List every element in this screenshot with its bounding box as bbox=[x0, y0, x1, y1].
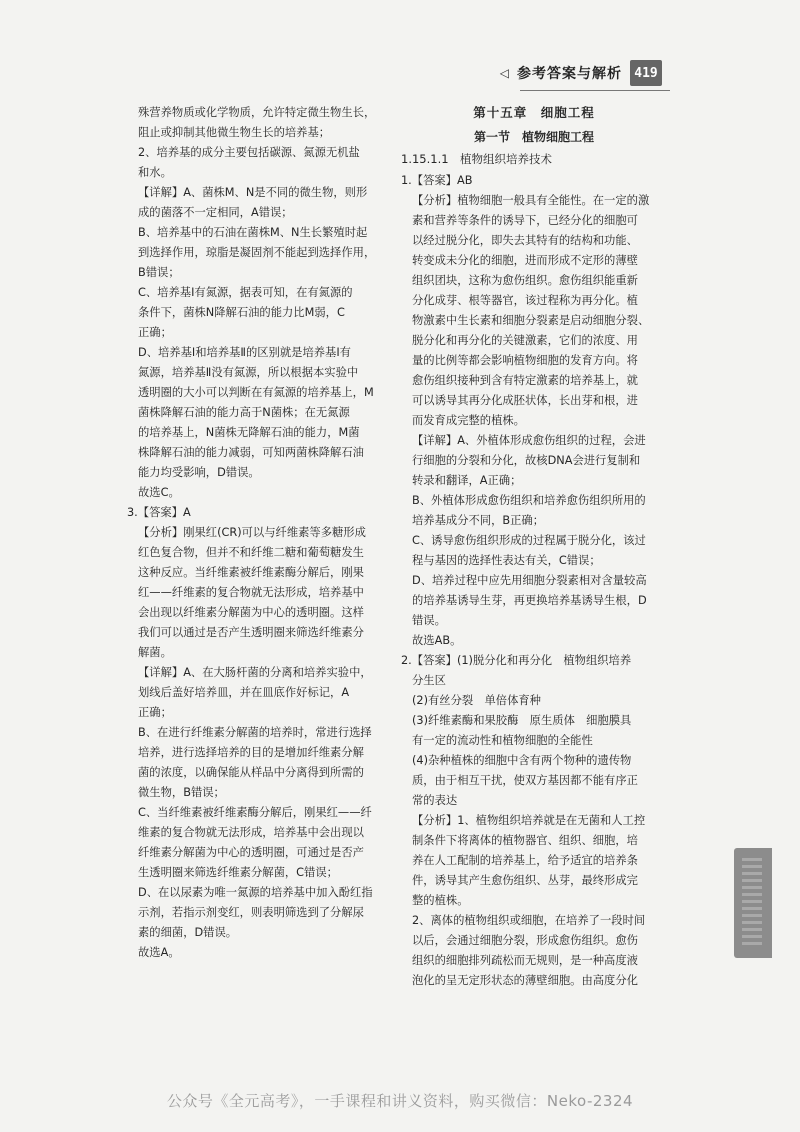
text-line: 质，由于相互干扰，使双方基因都不能有序正 bbox=[412, 774, 638, 787]
text-line: 3.【答案】A bbox=[127, 506, 191, 519]
footer-watermark: 公众号《全元高考》，一手课程和讲义资料，购买微信：Neko-2324 bbox=[166, 1092, 634, 1110]
text-line: 微生物，B错误； bbox=[138, 786, 225, 799]
text-line: C、当纤维素被纤维素酶分解后，刚果红——纤 bbox=[138, 806, 372, 819]
text-line: 株降解石油的能力减弱，可知两菌株降解石油 bbox=[138, 446, 364, 459]
text-line: 以经过脱分化，即失去其特有的结构和功能、 bbox=[412, 234, 638, 247]
subsection-title: 1.15.1.1 植物组织培养技术 bbox=[401, 152, 553, 166]
text-line: 转录和翻译，A正确； bbox=[412, 474, 522, 487]
text-line: 正确； bbox=[138, 706, 172, 719]
text-line: 故选A。 bbox=[138, 946, 180, 959]
text-line: 【分析】1、植物组织培养就是在无菌和人工控 bbox=[412, 814, 646, 827]
right-column bbox=[401, 103, 667, 991]
text-line: B错误； bbox=[138, 266, 180, 279]
text-line: 红——纤维素的复合物就无法形成，培养基中 bbox=[138, 586, 364, 599]
text-line: 故选AB。 bbox=[412, 634, 462, 647]
side-thumb-tab bbox=[734, 848, 772, 958]
text-line: 程与基因的选择性表达有关，C错误； bbox=[412, 554, 601, 567]
text-line: 可以诱导其再分化成胚状体，长出芽和根，进 bbox=[412, 394, 638, 407]
text-line: 2、离体的植物组织或细胞，在培养了一段时间 bbox=[412, 914, 646, 927]
text-line: C、诱导愈伤组织形成的过程属于脱分化，该过 bbox=[412, 534, 646, 547]
text-line: 到选择作用，琼脂是凝固剂不能起到选择作用， bbox=[138, 246, 376, 259]
text-line: 示剂，若指示剂变红，则表明筛选到了分解尿 bbox=[138, 906, 364, 919]
text-line: 行细胞的分裂和分化，故核DNA会进行复制和 bbox=[412, 454, 641, 467]
text-line: 转变成未分化的细胞，进而形成不定形的薄壁 bbox=[412, 254, 638, 267]
text-line: D、在以尿素为唯一氮源的培养基中加入酚红指 bbox=[138, 886, 373, 899]
page-number: 419 bbox=[630, 60, 662, 86]
text-line: 故选C。 bbox=[138, 486, 180, 499]
text-line: 常的表达 bbox=[412, 794, 458, 807]
text-line: 【分析】植物细胞一般具有全能性。在一定的激 bbox=[412, 194, 650, 207]
text-line: 解菌。 bbox=[138, 646, 172, 659]
text-line: 组织的细胞排列疏松而无规则，是一种高度液 bbox=[412, 954, 638, 967]
left-column bbox=[127, 103, 385, 963]
text-line: 素和营养等条件的诱导下，已经分化的细胞可 bbox=[412, 214, 638, 227]
text-line: 培养基成分不同，B正确； bbox=[412, 514, 545, 527]
text-line: 正确； bbox=[138, 326, 172, 339]
text-line: 组织团块，这称为愈伤组织。愈伤组织能重新 bbox=[412, 274, 638, 287]
text-line: 菌株降解石油的能力高于N菌株；在无氮源 bbox=[138, 406, 350, 419]
text-line: 【详解】A、菌株M、N是不同的微生物，则形 bbox=[138, 186, 368, 199]
text-line: 透明圈的大小可以判断在有氮源的培养基上，M bbox=[138, 386, 374, 399]
text-line: 分生区 bbox=[412, 674, 446, 687]
text-line: D、培养过程中应先用细胞分裂素相对含量较高 bbox=[412, 574, 647, 587]
text-line: 阻止或抑制其他微生物生长的培养基； bbox=[138, 126, 331, 139]
text-line: 会出现以纤维素分解菌为中心的透明圈。这样 bbox=[138, 606, 364, 619]
text-line: 分化成芽、根等器官，该过程称为再分化。植 bbox=[412, 294, 638, 307]
page-header bbox=[500, 60, 662, 86]
text-line: (4)杂种植株的细胞中含有两个物种的遗传物 bbox=[412, 754, 632, 767]
text-line: 养在人工配制的培养基上，给予适宜的培养条 bbox=[412, 854, 638, 867]
text-line: 条件下，菌株N降解石油的能力比M弱，C bbox=[138, 306, 345, 319]
text-line: 和水。 bbox=[138, 166, 172, 179]
text-line: 氮源，培养基Ⅱ没有氮源，所以根据本实验中 bbox=[138, 366, 359, 379]
text-line: 愈伤组织接种到含有特定激素的培养基上，就 bbox=[412, 374, 638, 387]
text-line: 这种反应。当纤维素被纤维素酶分解后，刚果 bbox=[138, 566, 364, 579]
text-line: 制条件下将离体的植物器官、组织、细胞，培 bbox=[412, 834, 638, 847]
text-line: 而发育成完整的植株。 bbox=[412, 414, 525, 427]
text-line: 纤维素分解菌为中心的透明圈，可通过是否产 bbox=[138, 846, 364, 859]
text-line: 脱分化和再分化的关键激素，它们的浓度、用 bbox=[412, 334, 638, 347]
text-line: 的培养基诱导生芽，再更换培养基诱导生根，D bbox=[412, 594, 647, 607]
text-line: 2、培养基的成分主要包括碳源、氮源无机盐 bbox=[138, 146, 360, 159]
text-line: 我们可以通过是否产生透明圈来筛选纤维素分 bbox=[138, 626, 364, 639]
text-line: 整的植株。 bbox=[412, 894, 469, 907]
text-line: 有一定的流动性和植物细胞的全能性 bbox=[412, 734, 593, 747]
text-line: C、培养基Ⅰ有氮源，据表可知，在有氮源的 bbox=[138, 286, 353, 299]
text-line: 素的细菌，D错误。 bbox=[138, 926, 238, 939]
text-line: (2)有丝分裂 单倍体育种 bbox=[412, 694, 541, 707]
left-triangle-icon: ◁ bbox=[499, 66, 509, 80]
text-line: B、在进行纤维素分解菌的培养时，常进行选择 bbox=[138, 726, 372, 739]
text-line: 红色复合物，但并不和纤维二糖和葡萄糖发生 bbox=[138, 546, 364, 559]
text-line: 维素的复合物就无法形成，培养基中会出现以 bbox=[138, 826, 364, 839]
text-line: 量的比例等都会影响植物细胞的发育方向。将 bbox=[412, 354, 638, 367]
text-line: 错误。 bbox=[412, 614, 446, 627]
text-line: B、外植体形成愈伤组织和培养愈伤组织所用的 bbox=[412, 494, 646, 507]
text-line: 物激素中生长素和细胞分裂素是启动细胞分裂、 bbox=[412, 314, 650, 327]
text-line: 殊营养物质或化学物质，允许特定微生物生长， bbox=[138, 106, 376, 119]
text-line: 2.【答案】(1)脱分化和再分化 植物组织培养 bbox=[401, 654, 632, 667]
text-line: B、培养基中的石油在菌株M、N生长繁殖时起 bbox=[138, 226, 368, 239]
text-line: (3)纤维素酶和果胶酶 原生质体 细胞膜具 bbox=[412, 714, 632, 727]
text-line: 以后，会通过细胞分裂，形成愈伤组织。愈伤 bbox=[412, 934, 638, 947]
text-line: D、培养基Ⅰ和培养基Ⅱ的区别就是培养基Ⅰ有 bbox=[138, 346, 351, 359]
chapter-title: 第十五章 细胞工程 bbox=[473, 105, 595, 120]
header-title: 参考答案与解析 bbox=[517, 66, 622, 82]
header-divider bbox=[520, 90, 670, 91]
text-line: 菌的浓度，以确保能从样品中分离得到所需的 bbox=[138, 766, 364, 779]
text-line: 1.【答案】AB bbox=[401, 174, 473, 187]
text-line: 【分析】刚果红(CR)可以与纤维素等多糖形成 bbox=[138, 526, 366, 539]
text-line: 【详解】A、在大肠杆菌的分离和培养实验中， bbox=[138, 666, 372, 679]
text-line: 的培养基上，N菌株无降解石油的能力，M菌 bbox=[138, 426, 360, 439]
text-line: 【详解】A、外植体形成愈伤组织的过程，会进 bbox=[412, 434, 646, 447]
text-line: 泡化的呈无定形状态的薄壁细胞。由高度分化 bbox=[412, 974, 638, 987]
text-line: 生透明圈来筛选纤维素分解菌，C错误； bbox=[138, 866, 338, 879]
text-line: 培养，进行选择培养的目的是增加纤维素分解 bbox=[138, 746, 364, 759]
text-line: 成的菌落不一定相同，A错误； bbox=[138, 206, 293, 219]
section-title: 第一节 植物细胞工程 bbox=[473, 130, 594, 144]
text-line: 件，诱导其产生愈伤组织、丛芽，最终形成完 bbox=[412, 874, 638, 887]
right-column-body bbox=[401, 171, 667, 991]
text-line: 能力均受影响，D错误。 bbox=[138, 466, 260, 479]
text-line: 划线后盖好培养皿，并在皿底作好标记，A bbox=[138, 686, 350, 699]
